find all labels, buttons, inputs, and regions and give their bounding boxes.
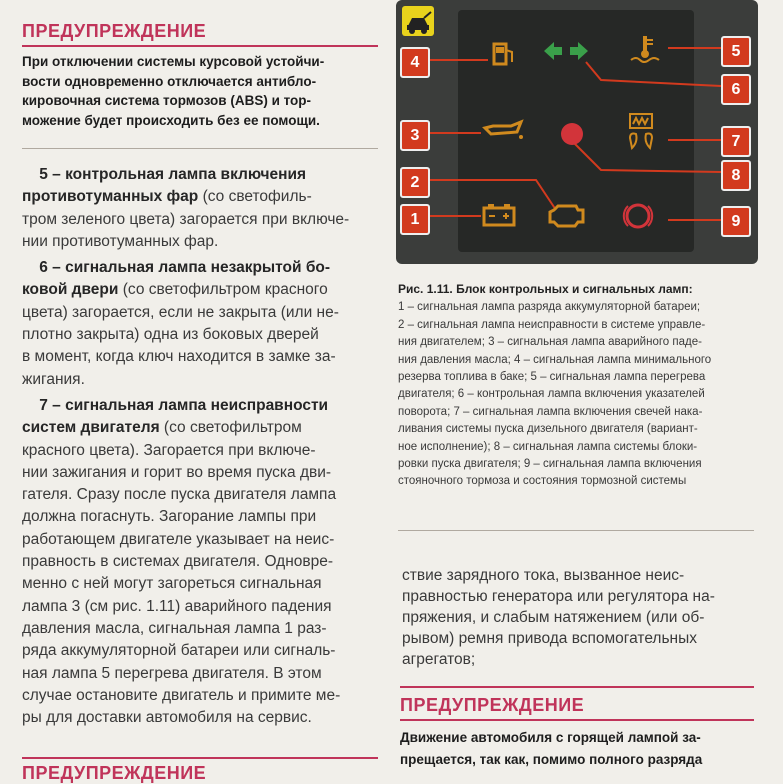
item5-title: 5 – контрольная лампа включения [39, 166, 307, 183]
check-engine-icon [548, 200, 586, 230]
item7-line: ры для доставки автомобиля на сервис. [22, 709, 312, 727]
fuel-pump-icon [488, 38, 518, 68]
right-line: пряжения, и слабым натяжением (или об- [402, 609, 705, 626]
caption-line: стояночного тормоза и состояния тормозной системы [398, 475, 687, 488]
item7-line: правность в системах двигателя. Одновре- [22, 553, 334, 571]
item5-text: (со светофиль- [198, 188, 312, 206]
caption-line: ния двигателем; 3 – сигнальная лампа аварийного паде- [398, 336, 702, 349]
red-dot-icon [560, 122, 584, 146]
badge-3: 3 [400, 120, 430, 151]
item7-text: (со светофильтром [159, 419, 302, 437]
warning-line: вости одновременно отключается антибло- [22, 73, 317, 89]
item7-line: ряда аккумуляторной батареи или сигналь- [22, 642, 336, 660]
item6-line: плотно закрыта) одна из боковых дверей [22, 326, 319, 344]
item7-line: менно с ней могут загореться сигнальная [22, 575, 322, 593]
item6-line: цвета) загорается, если не закрыта (или не- [22, 303, 339, 321]
right-column [402, 565, 754, 670]
caption-line: поворота; 7 – сигнальная лампа включения свечей нака- [398, 405, 703, 418]
battery-icon [481, 202, 517, 228]
left-column [22, 164, 380, 729]
oil-pressure-icon [481, 118, 525, 142]
right-line: ствие зарядного тока, вызванное неис- [402, 567, 685, 584]
item7-paragraph [22, 395, 380, 729]
caption-line: ровки пуска двигателя; 9 – сигнальная лампа включения [398, 458, 702, 471]
turn-signal-arrows-icon [542, 40, 590, 62]
warning-line: Движение автомобиля с горящей лампой за- [400, 730, 701, 745]
glow-plug-icon [624, 112, 658, 158]
item7-line: гателя. Сразу после пуска двигателя лампа [22, 486, 337, 504]
badge-6: 6 [721, 74, 751, 105]
item5-line: тром зеленого цвета) загорается при включе- [22, 210, 350, 228]
badge-9: 9 [721, 206, 751, 237]
caption-rule [398, 530, 754, 531]
item6-text: (со светофильтром красного [118, 281, 328, 299]
item7-line: ная лампа 5 перегрева двигателя. В этом [22, 664, 322, 682]
warning-heading-top: ПРЕДУПРЕЖДЕНИЕ [22, 21, 207, 41]
item7-title: 7 – сигнальная лампа неисправности [39, 396, 329, 414]
warning-line: кировочная система тормозов (ABS) и тор- [22, 93, 312, 109]
badge-8: 8 [721, 160, 751, 191]
warning-rule-top [22, 45, 378, 47]
warning-rule-bottom-left [22, 757, 378, 759]
item6-line: жигания. [22, 370, 85, 388]
badge-4: 4 [400, 47, 430, 78]
item7-line: нии зажигания и горит во время пуска дви- [22, 463, 332, 481]
coolant-temperature-icon [628, 34, 662, 64]
badge-1: 1 [400, 204, 430, 235]
item7-line: давления масла, сигнальная лампа 1 раз- [22, 619, 327, 637]
warning-rule-top-bottom [22, 148, 378, 149]
right-line: правностью генератора или регулятора на- [402, 588, 715, 605]
badge-2: 2 [400, 167, 430, 198]
figure-caption [398, 281, 760, 491]
item7-subject: систем двигателя [22, 419, 160, 437]
item6-line: в момент, когда ключ находится в замке за- [22, 348, 336, 366]
warning-heading-bottom-left: ПРЕДУПРЕЖДЕНИЕ [22, 763, 207, 783]
parking-brake-icon [622, 200, 654, 232]
warning-heading-bottom-right: ПРЕДУПРЕЖДЕНИЕ [400, 695, 585, 715]
warning-line: можение будет происходить без ее помощи. [22, 113, 320, 129]
item7-line: случае остановите двигатель и примите ме- [22, 686, 341, 704]
instrument-panel-photo [396, 0, 758, 264]
caption-line: ливания системы пуска дизельного двигателя (вариант- [398, 423, 698, 436]
item6-subject: ковой двери [22, 281, 119, 299]
item7-line: красного цвета). Загорается при включе- [22, 441, 316, 459]
item7-line: работающем двигателе указывает на неис- [22, 530, 335, 548]
caption-line: 2 – сигнальная лампа неисправности в системе управле- [398, 318, 706, 331]
caption-line: резерва топлива в баке; 5 – сигнальная лампа перегрева [398, 371, 706, 384]
right-line: агрегатов; [402, 651, 476, 668]
item7-line: должна погаснуть. Загорание лампы при [22, 508, 317, 526]
caption-line: ное исполнение); 8 – сигнальная лампа системы блоки- [398, 440, 698, 453]
badge-7: 7 [721, 126, 751, 157]
caption-title: Рис. 1.11. Блок контрольных и сигнальных ламп: [398, 282, 693, 296]
item5-line: нии противотуманных фар. [22, 232, 219, 250]
warning-rule-bottom-right [400, 719, 754, 721]
warning-line: прещается, так как, помимо полного разряда [400, 752, 703, 767]
warning-rule-bottom-right-top [400, 686, 754, 688]
item6-paragraph [22, 257, 380, 391]
right-line: рывом) ремня привода вспомогательных [402, 630, 697, 647]
item5-subject: противотуманных фар [22, 188, 199, 206]
item7-line: лампа 3 (см рис. 1.11) аварийного падения [22, 597, 332, 615]
item6-title: 6 – сигнальная лампа незакрытой бо- [39, 259, 331, 277]
badge-5: 5 [721, 36, 751, 67]
caption-line: ния давления масла; 4 – сигнальная лампа минимального [398, 353, 712, 366]
item5-paragraph [22, 164, 380, 253]
warning-text-top [22, 52, 382, 131]
caption-line: 1 – сигнальная лампа разряда аккумуляторной батареи; [398, 301, 701, 314]
warning-line: При отключении системы курсовой устойчи- [22, 54, 325, 69]
caption-line: двигателя; 6 – контрольная лампа включения указателей [398, 388, 705, 401]
warning-text-bottom-right [400, 727, 758, 771]
